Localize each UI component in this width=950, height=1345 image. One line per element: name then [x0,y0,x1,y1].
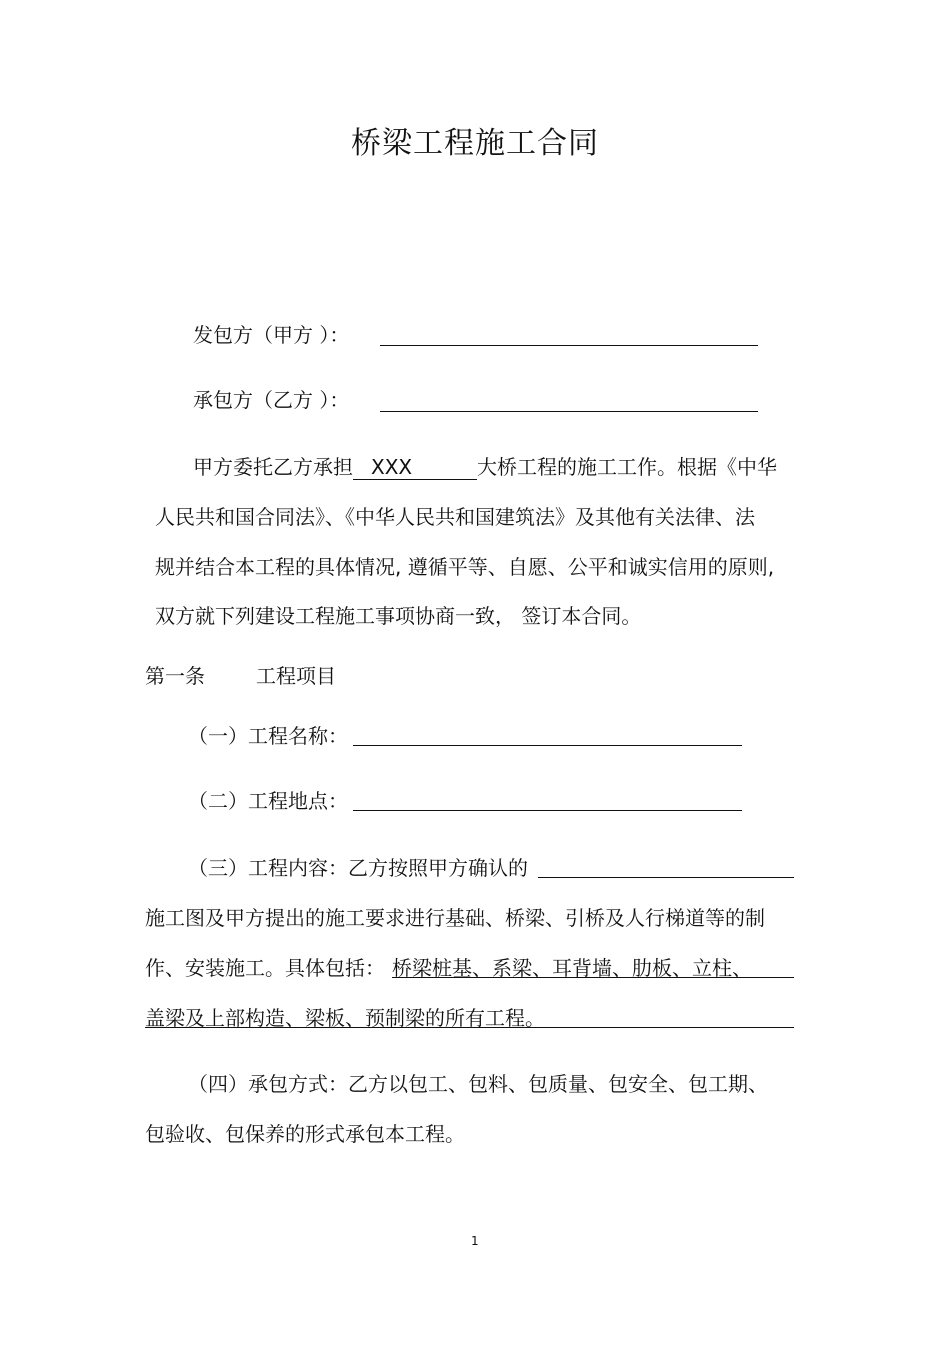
item-1-label: （一）工程名称： [188,724,348,748]
intro-suffix: 大桥工程的施工工作。根据《中华 [477,455,777,479]
item-2-label: （二）工程地点： [188,789,348,813]
item-4-line-1: （四）承包方式：乙方以包工、包料、包质量、包安全、包工期、 [188,1072,768,1096]
item-3-line-1: （三）工程内容：乙方按照甲方确认的 [188,856,528,880]
item-3-line-2: 施工图及甲方提出的施工要求进行基础、桥梁、引桥及人行梯道等的制 [145,906,765,930]
intro-line-3: 规并结合本工程的具体情况, 遵循平等、自愿、公平和诚实信用的原则, [155,555,775,579]
party-a-blank [380,345,758,346]
intro-line-2: 人民共和国合同法》、《中华人民共和国建筑法》及其他有关法律、法 [155,505,755,529]
intro-prefix: 甲方委托乙方承担 [193,455,353,479]
item-1-blank [353,745,742,746]
party-b-label: 承包方（乙方 ）： [193,388,350,412]
item-3-blank [538,877,794,878]
item-3-line-4-value: 盖梁及上部构造、梁板、预制梁的所有工程。 [145,1006,545,1030]
article-1-number: 第一条 [145,664,205,688]
item-3-line-3 [145,953,385,983]
item-3-line-3-prefix: 作、安装施工。具体包括： [145,956,385,980]
project-name-field: XXX [353,455,477,480]
item-3-line-4-underline [145,1027,794,1028]
item-2-blank [353,810,742,811]
page-title: 桥梁工程施工合同 [351,126,599,161]
intro-line-4: 双方就下列建设工程施工事项协商一致， 签订本合同。 [155,604,642,628]
item-3-line-3-value: 桥梁桩基、系梁、耳背墙、肋板、立柱、 [392,956,752,980]
party-b-blank [380,411,758,412]
article-1-heading: 工程项目 [256,664,336,688]
page-number: 1 [471,1234,479,1248]
item-4-line-2: 包验收、包保养的形式承包本工程。 [145,1122,465,1146]
party-a-label: 发包方（甲方 ）： [193,323,350,347]
intro-line-1 [193,452,777,482]
